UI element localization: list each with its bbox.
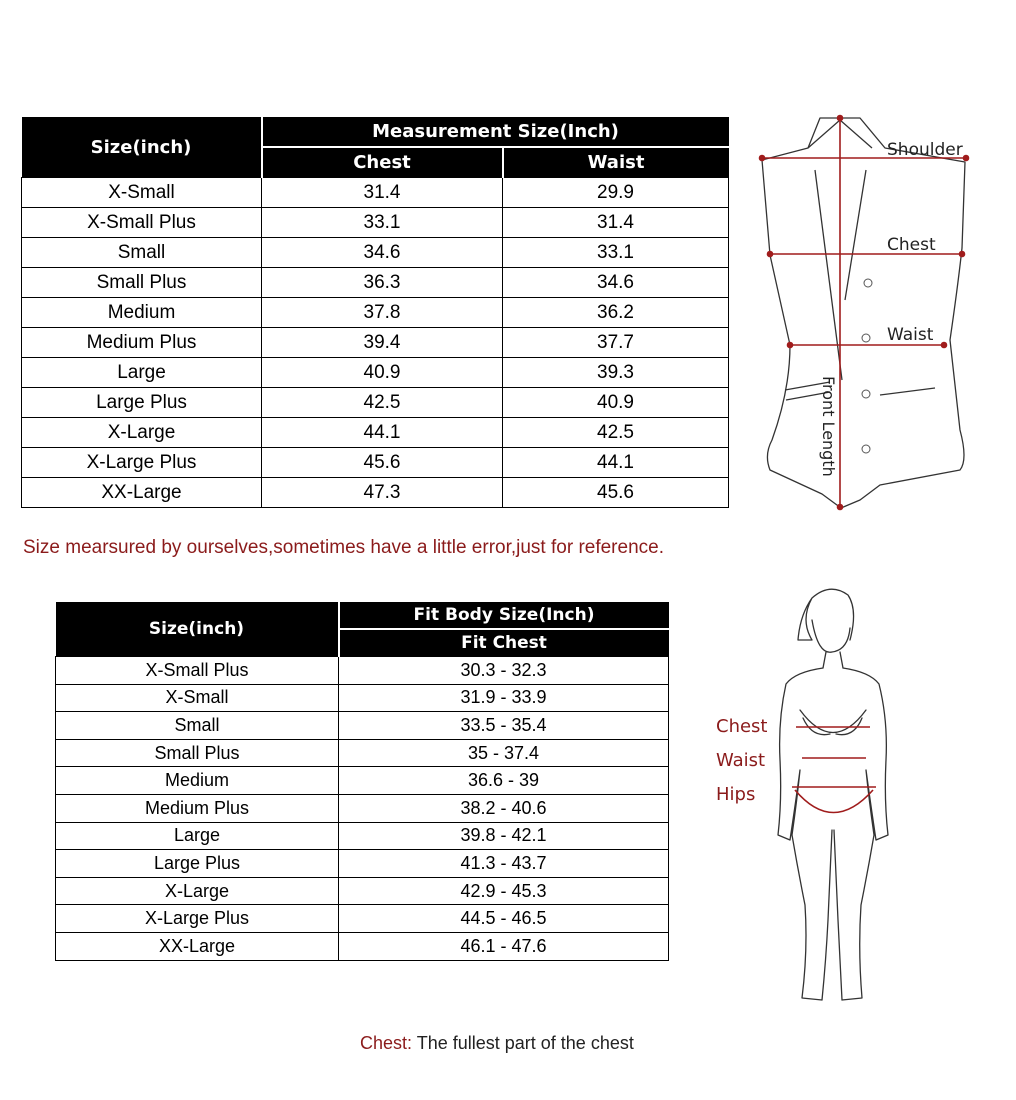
size-cell: X-Small [22, 178, 262, 208]
size-column-header: Size(inch) [22, 117, 262, 178]
body-neck [823, 652, 843, 668]
size-cell: Medium [22, 298, 262, 328]
body-chest-label: Chest [716, 716, 768, 737]
body-head [812, 620, 850, 652]
chest-cell: 33.1 [262, 208, 503, 238]
fit-row [56, 877, 669, 905]
body-hips-label: Hips [716, 784, 756, 805]
fit-row [56, 905, 669, 933]
measurement-row [22, 178, 729, 208]
body-hips-curve [795, 790, 873, 813]
chest-cell: 40.9 [262, 358, 503, 388]
fit-chest-column-header: Fit Chest [339, 629, 669, 657]
chest-cell: 34.6 [262, 238, 503, 268]
fit-chest-cell: 38.2 - 40.6 [339, 794, 669, 822]
waist-cell: 42.5 [503, 418, 729, 448]
waist-cell: 37.7 [503, 328, 729, 358]
measurement-row [22, 418, 729, 448]
fit-body-group-header: Fit Body Size(Inch) [339, 602, 669, 629]
size-cell: Large Plus [22, 388, 262, 418]
fit-table-body [56, 657, 669, 961]
waist-cell: 36.2 [503, 298, 729, 328]
fit-row [56, 794, 669, 822]
fit-chest-cell: 46.1 - 47.6 [339, 932, 669, 960]
fit-row [56, 822, 669, 850]
measurement-size-table [21, 117, 729, 508]
fit-row [56, 932, 669, 960]
chest-cell: 31.4 [262, 178, 503, 208]
chest-definition [360, 1033, 634, 1054]
chest-column-header: Chest [262, 147, 503, 178]
waist-cell: 34.6 [503, 268, 729, 298]
waist-cell: 39.3 [503, 358, 729, 388]
waist-cell: 44.1 [503, 448, 729, 478]
measurement-row [22, 328, 729, 358]
size-cell: XX-Large [22, 478, 262, 508]
size-cell: Large Plus [56, 850, 339, 878]
size-cell: X-Small [56, 684, 339, 712]
size-cell: Small [56, 712, 339, 740]
fit-row [56, 767, 669, 795]
chest-cell: 42.5 [262, 388, 503, 418]
chest-cell: 36.3 [262, 268, 503, 298]
shoulder-label: Shoulder [887, 140, 963, 160]
measurement-group-header: Measurement Size(Inch) [262, 117, 729, 147]
waist-cell: 40.9 [503, 388, 729, 418]
measurement-row [22, 208, 729, 238]
measurement-table-body [22, 178, 729, 508]
measurement-row [22, 238, 729, 268]
chest-cell: 39.4 [262, 328, 503, 358]
fit-body-size-table [55, 602, 669, 961]
measurement-row [22, 358, 729, 388]
vest-pocket-right [880, 388, 935, 395]
fit-row [56, 657, 669, 685]
size-cell: X-Large Plus [56, 905, 339, 933]
vest-button [862, 390, 870, 398]
fit-chest-cell: 33.5 - 35.4 [339, 712, 669, 740]
measurement-row [22, 268, 729, 298]
fit-chest-cell: 36.6 - 39 [339, 767, 669, 795]
body-waist-label: Waist [716, 750, 766, 771]
chest-cell: 45.6 [262, 448, 503, 478]
body-outline-right [834, 668, 888, 1000]
measurement-row [22, 478, 729, 508]
chest-definition-text: The fullest part of the chest [416, 1033, 634, 1053]
fit-chest-cell: 35 - 37.4 [339, 739, 669, 767]
size-cell: Small [22, 238, 262, 268]
body-bust [800, 710, 866, 735]
chest-cell: 37.8 [262, 298, 503, 328]
size-cell: Medium [56, 767, 339, 795]
body-outline-left [778, 668, 832, 1000]
fit-chest-cell: 30.3 - 32.3 [339, 657, 669, 685]
fit-chest-cell: 39.8 - 42.1 [339, 822, 669, 850]
body-diagram [700, 580, 910, 1010]
waist-cell: 29.9 [503, 178, 729, 208]
vest-button [864, 279, 872, 287]
fit-row [56, 712, 669, 740]
fit-row [56, 739, 669, 767]
measurement-row [22, 298, 729, 328]
chest-cell: 47.3 [262, 478, 503, 508]
size-cell: Large [22, 358, 262, 388]
measurement-row [22, 448, 729, 478]
size-cell: X-Large [22, 418, 262, 448]
vest-button [862, 445, 870, 453]
size-cell: Large [56, 822, 339, 850]
fit-chest-cell: 31.9 - 33.9 [339, 684, 669, 712]
fit-chest-cell: 41.3 - 43.7 [339, 850, 669, 878]
size-cell: Small Plus [22, 268, 262, 298]
size-cell: Medium Plus [56, 794, 339, 822]
fit-chest-cell: 42.9 - 45.3 [339, 877, 669, 905]
size-cell: Small Plus [56, 739, 339, 767]
waist-cell: 45.6 [503, 478, 729, 508]
size-column-header: Size(inch) [56, 602, 339, 657]
size-cell: XX-Large [56, 932, 339, 960]
size-cell: Medium Plus [22, 328, 262, 358]
size-cell: X-Large Plus [22, 448, 262, 478]
waist-cell: 33.1 [503, 238, 729, 268]
measurement-row [22, 388, 729, 418]
waist-cell: 31.4 [503, 208, 729, 238]
size-cell: X-Large [56, 877, 339, 905]
front-length-label: Front Length [819, 376, 838, 477]
body-hair [798, 589, 854, 640]
fit-chest-cell: 44.5 - 46.5 [339, 905, 669, 933]
size-cell: X-Small Plus [56, 657, 339, 685]
size-disclaimer-note: Size mearsured by ourselves,sometimes have a little error,just for reference. [23, 537, 664, 558]
waist-label: Waist [887, 325, 934, 345]
waist-column-header: Waist [503, 147, 729, 178]
chest-cell: 44.1 [262, 418, 503, 448]
vest-diagram [752, 110, 982, 515]
fit-row [56, 684, 669, 712]
vest-button [862, 334, 870, 342]
chest-label: Chest [887, 235, 936, 255]
fit-row [56, 850, 669, 878]
size-cell: X-Small Plus [22, 208, 262, 238]
chest-definition-label: Chest: [360, 1033, 413, 1053]
